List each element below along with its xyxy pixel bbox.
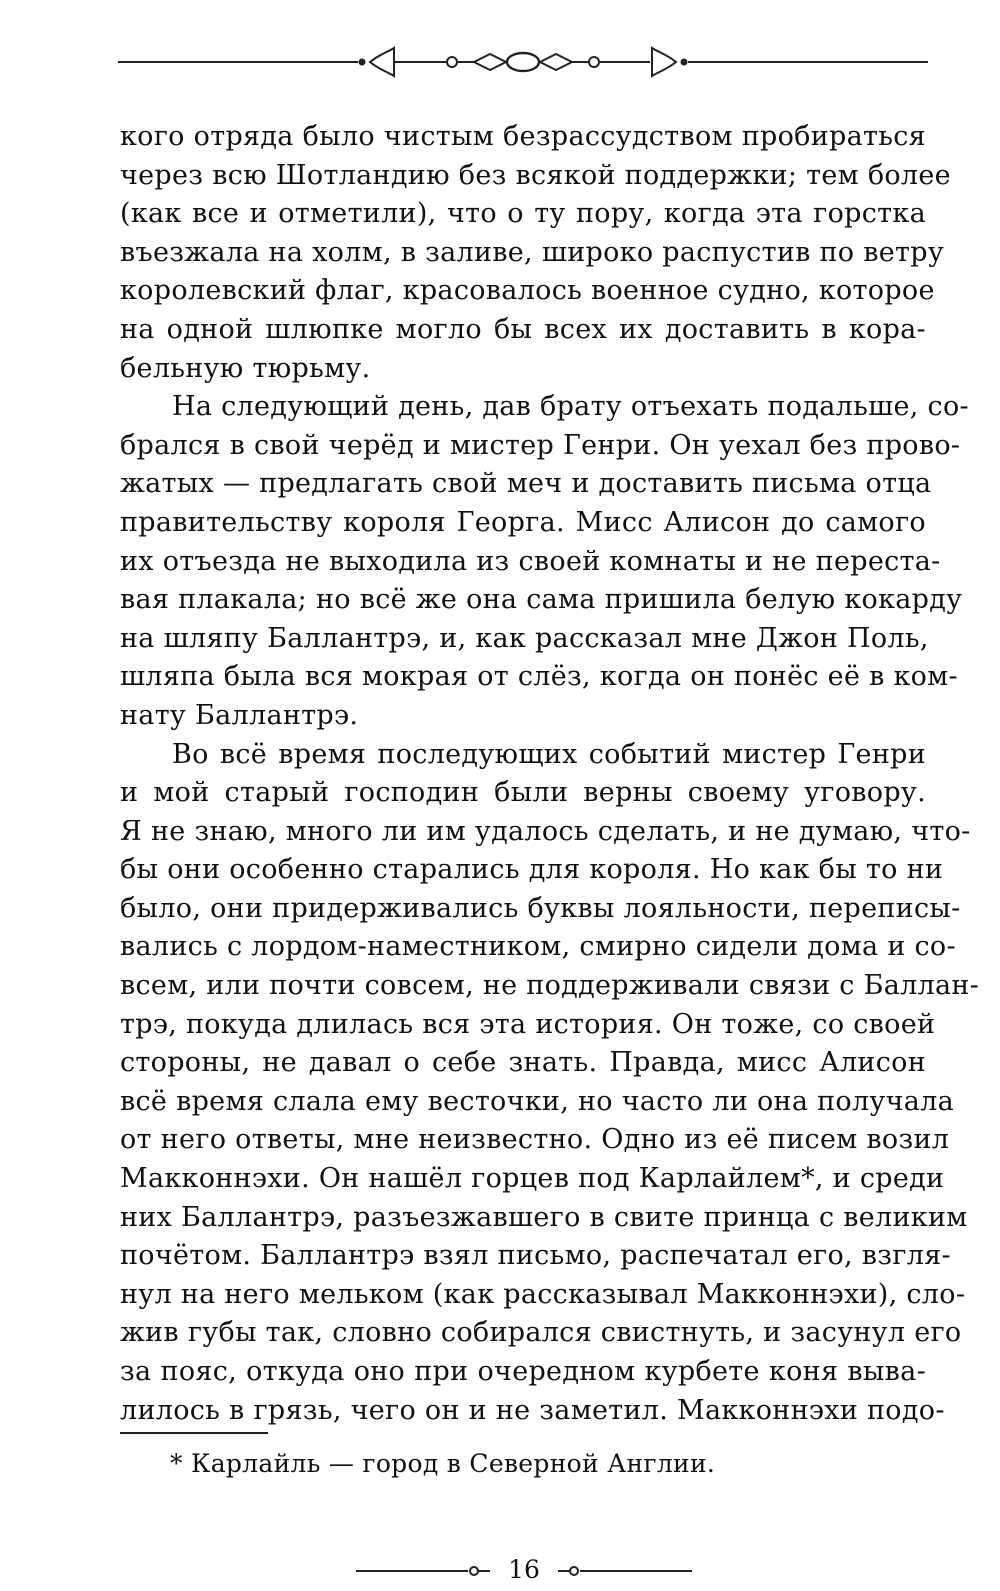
text-line: Во всё время последующих событий мистер Генри <box>172 738 926 770</box>
text-line: въезжала на холм, в заливе, широко распустив по ветру <box>120 236 945 268</box>
footnote-divider <box>120 1432 268 1434</box>
paragraph-3 <box>120 736 980 1431</box>
text-line: кого отряда было чистым безрассудством пробираться <box>120 121 926 152</box>
text-line: королевский флаг, красовалось военное судно, которое <box>120 275 935 307</box>
text-line: и мой старый господин были верны своему уговору. <box>120 777 926 809</box>
footnote: * Карлайль — город в Северной Англии. <box>170 1449 716 1478</box>
text-line: правительству короля Георга. Мисс Алисон до самого <box>120 506 926 538</box>
text-line: шляпа была вся мокрая от слёз, когда он понёс её в ком- <box>120 661 958 693</box>
text-line: нул на него мельком (как рассказывал Макконнэхи), сло- <box>120 1278 966 1310</box>
body-text <box>120 118 980 1430</box>
text-line: бельную тюрьму. <box>120 352 371 384</box>
text-line: жив губы так, словно собирался свистнуть, и засунул его <box>120 1317 962 1349</box>
text-line: жатых — предлагать свой меч и доставить письма отца <box>120 468 932 500</box>
text-line: на одной шлюпке могло бы всех их доставить в кора- <box>120 313 926 345</box>
text-line: Макконнэхи. Он нашёл горцев под Карлайлем*, и среди <box>120 1163 945 1195</box>
text-line: на шляпу Баллантрэ, и, как рассказал мне Джон Поль, <box>120 622 929 654</box>
text-line: их отъезда не выходила из своей комнаты и не переста- <box>120 545 941 577</box>
page-number: 16 <box>502 1555 546 1584</box>
page-footer <box>356 1552 692 1588</box>
text-line: вая плакала; но всё же она сама пришила белую кокарду <box>120 584 963 616</box>
text-line: через всю Шотландию без всякой поддержки; тем более <box>120 159 951 191</box>
text-line: вались с лордом-наместником, смирно сидели дома и со- <box>120 931 956 963</box>
text-line: нату Баллантрэ. <box>120 699 359 731</box>
text-line: всем, или почти совсем, не поддерживали связи с Баллан- <box>120 970 980 1002</box>
text-line: за пояс, откуда оно при очередном курбете коня выва- <box>120 1356 926 1387</box>
text-line: всё время слала ему весточки, но часто ли она получала <box>120 1085 955 1117</box>
paragraph-2 <box>120 388 969 735</box>
text-line: лилось в грязь, чего он и не заметил. Макконнэхи подо- <box>120 1394 945 1426</box>
paragraph-1 <box>120 118 951 388</box>
text-line: Я не знаю, много ли им удалось сделать, и не думаю, что- <box>120 815 971 847</box>
text-line: брался в свой черёд и мистер Генри. Он уехал без прово- <box>120 429 961 461</box>
text-line: от него ответы, мне неизвестно. Одно из её писем возил <box>120 1124 950 1156</box>
ornamental-header-rule <box>118 40 928 80</box>
text-line: почётом. Баллантрэ взял письмо, распечатал его, взгля- <box>120 1240 951 1272</box>
text-line: стороны, не давал о себе знать. Правда, мисс Алисон <box>120 1047 926 1079</box>
page-number-container <box>356 1552 692 1588</box>
text-line: (как все и отметили), что о ту пору, когда эта горстка <box>120 198 926 230</box>
text-line: трэ, покуда длилась вся эта история. Он тоже, со своей <box>120 1008 936 1040</box>
text-line: них Баллантрэ, разъезжавшего в свите принца с великим <box>120 1201 968 1233</box>
text-line: бы они особенно старались для короля. Но как бы то ни <box>120 854 944 886</box>
text-line: было, они придерживались буквы лояльности, переписы- <box>120 892 961 924</box>
text-line: На следующий день, дав брату отъехать подальше, со- <box>172 391 969 423</box>
